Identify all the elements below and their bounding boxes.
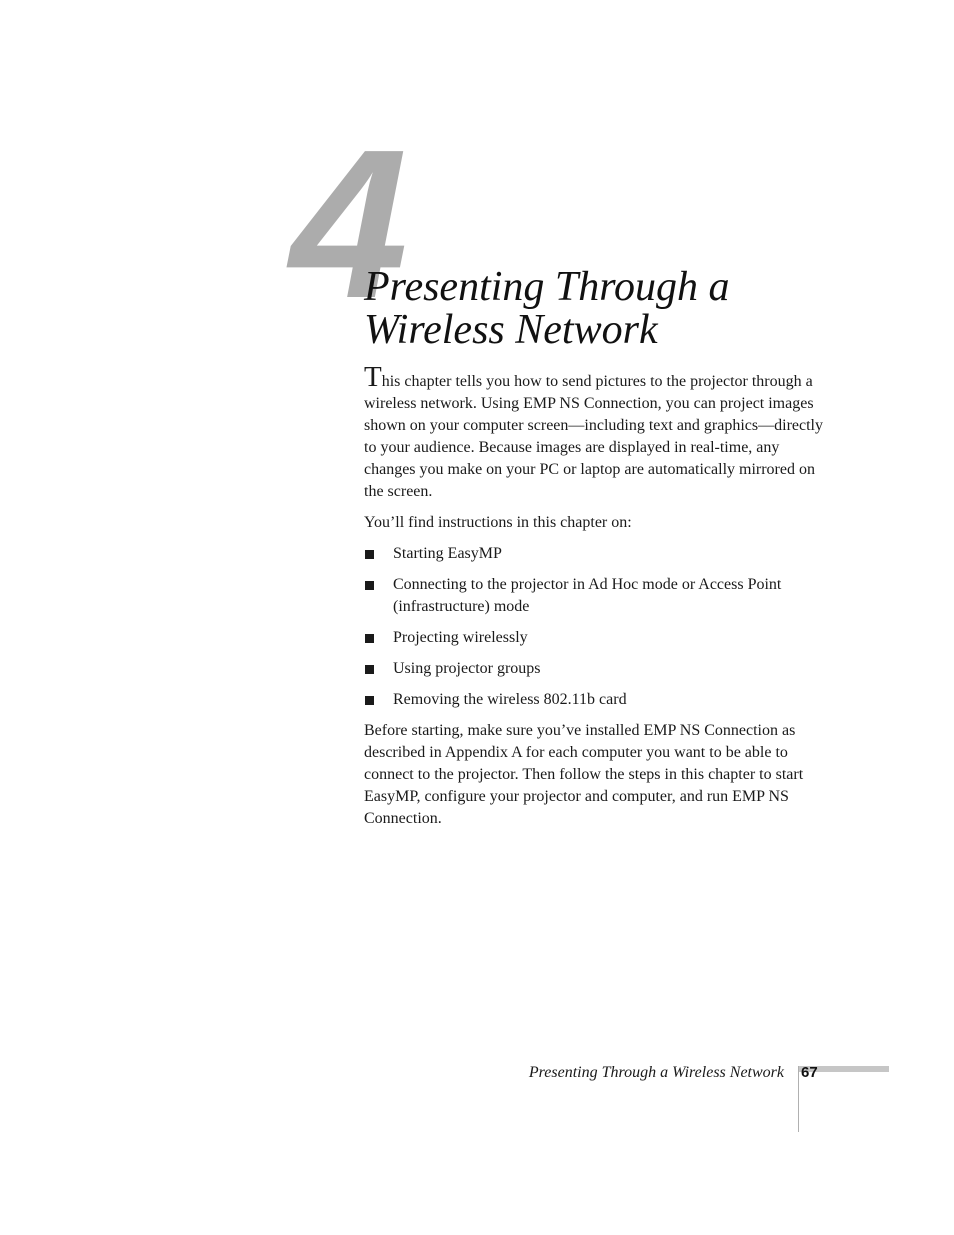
square-bullet-icon <box>365 581 374 590</box>
square-bullet-icon <box>365 696 374 705</box>
chapter-number: 4 <box>290 105 404 342</box>
topic-list <box>364 543 828 711</box>
square-bullet-icon <box>365 550 374 559</box>
closing-paragraph: Before starting, make sure you’ve installed EMP NS Connection as described in Appendix A for each computer you want to be able to connect to the projector. Then follow the steps in this chapter to start EasyMP, configure your projector and computer, and run EMP NS Connection. <box>364 722 804 827</box>
list-item <box>364 543 828 565</box>
list-item <box>364 658 828 680</box>
footer-rule-vertical <box>798 1066 799 1132</box>
list-item-text: Using projector groups <box>393 660 541 677</box>
page-number: 67 <box>801 1064 818 1081</box>
list-item-text: Projecting wirelessly <box>393 629 528 646</box>
square-bullet-icon <box>365 634 374 643</box>
list-item <box>364 574 828 618</box>
list-item-text: Starting EasyMP <box>393 545 502 562</box>
list-item-text: Connecting to the projector in Ad Hoc mode or Access Point (infrastructure) mode <box>393 576 782 615</box>
chapter-body <box>364 361 828 839</box>
intro-paragraph <box>364 361 828 503</box>
instructions-lead: You’ll find instructions in this chapter on: <box>364 514 632 531</box>
chapter-title <box>364 266 730 352</box>
chapter-title-line-2: Wireless Network <box>364 307 658 353</box>
chapter-title-line-1: Presenting Through a <box>364 264 730 310</box>
square-bullet-icon <box>365 665 374 674</box>
intro-dropcap: T <box>364 361 382 393</box>
running-footer-title: Presenting Through a Wireless Network <box>528 1064 784 1081</box>
list-item <box>364 689 828 711</box>
list-item-text: Removing the wireless 802.11b card <box>393 691 627 708</box>
intro-text: his chapter tells you how to send pictures to the projector through a wireless network. Using EMP NS Connection, you can project images shown on your computer screen—including text and graphics—directly to your audience. Because images are displayed in real-time, any changes you make on your PC or laptop are automatically mirrored on the screen. <box>364 373 823 500</box>
list-item <box>364 627 828 649</box>
